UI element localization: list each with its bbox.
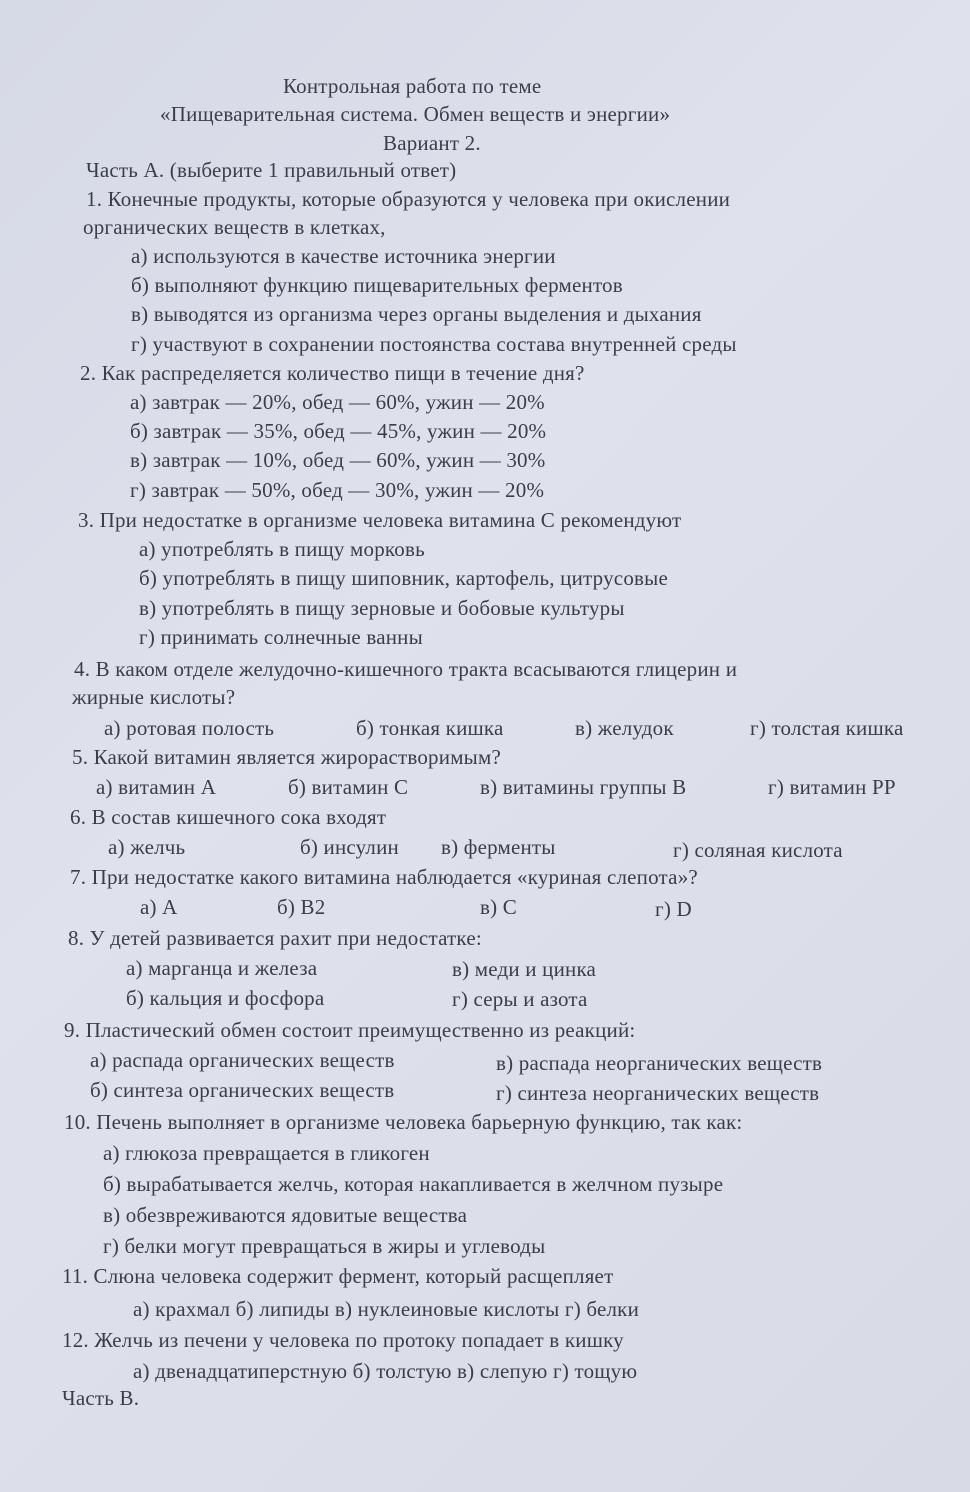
question-8-option-d: г) серы и азота [452, 987, 588, 1011]
question-7-option-c: в) С [480, 895, 517, 919]
question-8-text: 8. У детей развивается рахит при недостатке: [68, 926, 482, 950]
question-7-option-b: б) В2 [277, 895, 326, 919]
header-line-3: Вариант 2. [383, 131, 481, 155]
question-2-option-b: б) завтрак — 35%, обед — 45%, ужин — 20% [130, 419, 547, 443]
question-7-option-d: г) D [655, 897, 692, 921]
question-12-text: 12. Желчь из печени у человека по протоку попадает в кишку [62, 1328, 624, 1352]
question-5-option-b: б) витамин С [288, 775, 409, 799]
question-1-option-b: б) выполняют функцию пищеварительных ферментов [131, 273, 623, 297]
question-8-option-c: в) меди и цинка [452, 957, 597, 981]
question-3-option-c: в) употреблять в пищу зерновые и бобовые культуры [139, 596, 625, 620]
question-8-option-b: б) кальция и фосфора [126, 986, 325, 1010]
question-2-option-c: в) завтрак — 10%, обед — 60%, ужин — 30% [130, 448, 546, 472]
question-1-text-cont: органических веществ в клетках, [83, 215, 386, 239]
question-4-text: 4. В каком отделе желудочно-кишечного тракта всасываются глицерин и [74, 657, 738, 681]
question-3-text: 3. При недостатке в организме человека витамина С рекомендуют [78, 508, 682, 532]
question-10-option-b: б) вырабатывается желчь, которая накапливается в желчном пузыре [103, 1172, 724, 1196]
question-11-options: а) крахмал б) липиды в) нуклеиновые кислоты г) белки [133, 1297, 640, 1321]
question-7-option-a: а) А [140, 895, 178, 919]
question-2-option-a: а) завтрак — 20%, обед — 60%, ужин — 20% [130, 390, 545, 414]
question-5-option-c: в) витамины группы В [480, 775, 687, 799]
question-9-option-d: г) синтеза неорганических веществ [496, 1081, 820, 1105]
question-11-text: 11. Слюна человека содержит фермент, который расщепляет [62, 1264, 614, 1288]
question-10-option-d: г) белки могут превращаться в жиры и углеводы [103, 1234, 546, 1258]
question-3-option-b: б) употреблять в пищу шиповник, картофель, цитрусовые [139, 566, 668, 590]
question-1-option-a: а) используются в качестве источника энергии [131, 244, 556, 268]
question-3-option-a: а) употреблять в пищу морковь [139, 537, 425, 561]
question-4-text-cont: жирные кислоты? [72, 685, 236, 709]
question-9-text: 9. Пластический обмен состоит преимущественно из реакций: [64, 1018, 636, 1042]
header-line-1: Контрольная работа по теме [283, 74, 542, 98]
question-5-option-a: а) витамин А [96, 775, 217, 799]
question-4-option-b: б) тонкая кишка [356, 716, 504, 740]
question-6-option-b: б) инсулин [300, 835, 399, 859]
question-4-option-a: а) ротовая полость [104, 716, 275, 740]
question-4-option-d: г) толстая кишка [750, 716, 904, 740]
question-3-option-d: г) принимать солнечные ванны [139, 625, 423, 649]
question-10-text: 10. Печень выполняет в организме человека барьерную функцию, так как: [64, 1110, 743, 1134]
question-5-option-d: г) витамин РР [768, 775, 896, 799]
question-1-text: 1. Конечные продукты, которые образуются у человека при окислении [86, 187, 731, 211]
question-6-option-a: а) желчь [108, 835, 186, 859]
question-1-option-d: г) участвуют в сохранении постоянства состава внутренней среды [131, 332, 737, 356]
question-4-option-c: в) желудок [575, 716, 674, 740]
question-12-options: а) двенадцатиперстную б) толстую в) слепую г) тощую [133, 1359, 638, 1383]
question-9-option-a: а) распада органических веществ [90, 1048, 395, 1072]
question-10-option-c: в) обезвреживаются ядовитые вещества [103, 1203, 468, 1227]
question-9-option-b: б) синтеза органических веществ [90, 1078, 395, 1102]
part-b-heading: Часть В. [62, 1386, 140, 1410]
question-8-option-a: а) марганца и железа [126, 956, 318, 980]
part-a-heading: Часть А. (выберите 1 правильный ответ) [86, 158, 457, 182]
question-2-option-d: г) завтрак — 50%, обед — 30%, ужин — 20% [130, 478, 545, 502]
question-6-text: 6. В состав кишечного сока входят [70, 805, 387, 829]
question-6-option-d: г) соляная кислота [673, 838, 843, 862]
question-5-text: 5. Какой витамин является жирорастворимым? [72, 745, 502, 769]
question-7-text: 7. При недостатке какого витамина наблюдается «куриная слепота»? [70, 865, 698, 889]
question-9-option-c: в) распада неорганических веществ [496, 1051, 823, 1075]
header-line-2: «Пищеварительная система. Обмен веществ и энергии» [160, 102, 671, 126]
question-2-text: 2. Как распределяется количество пищи в течение дня? [80, 361, 585, 385]
question-10-option-a: а) глюкоза превращается в гликоген [103, 1141, 430, 1165]
question-6-option-c: в) ферменты [441, 835, 556, 859]
question-1-option-c: в) выводятся из организма через органы выделения и дыхания [131, 302, 702, 326]
